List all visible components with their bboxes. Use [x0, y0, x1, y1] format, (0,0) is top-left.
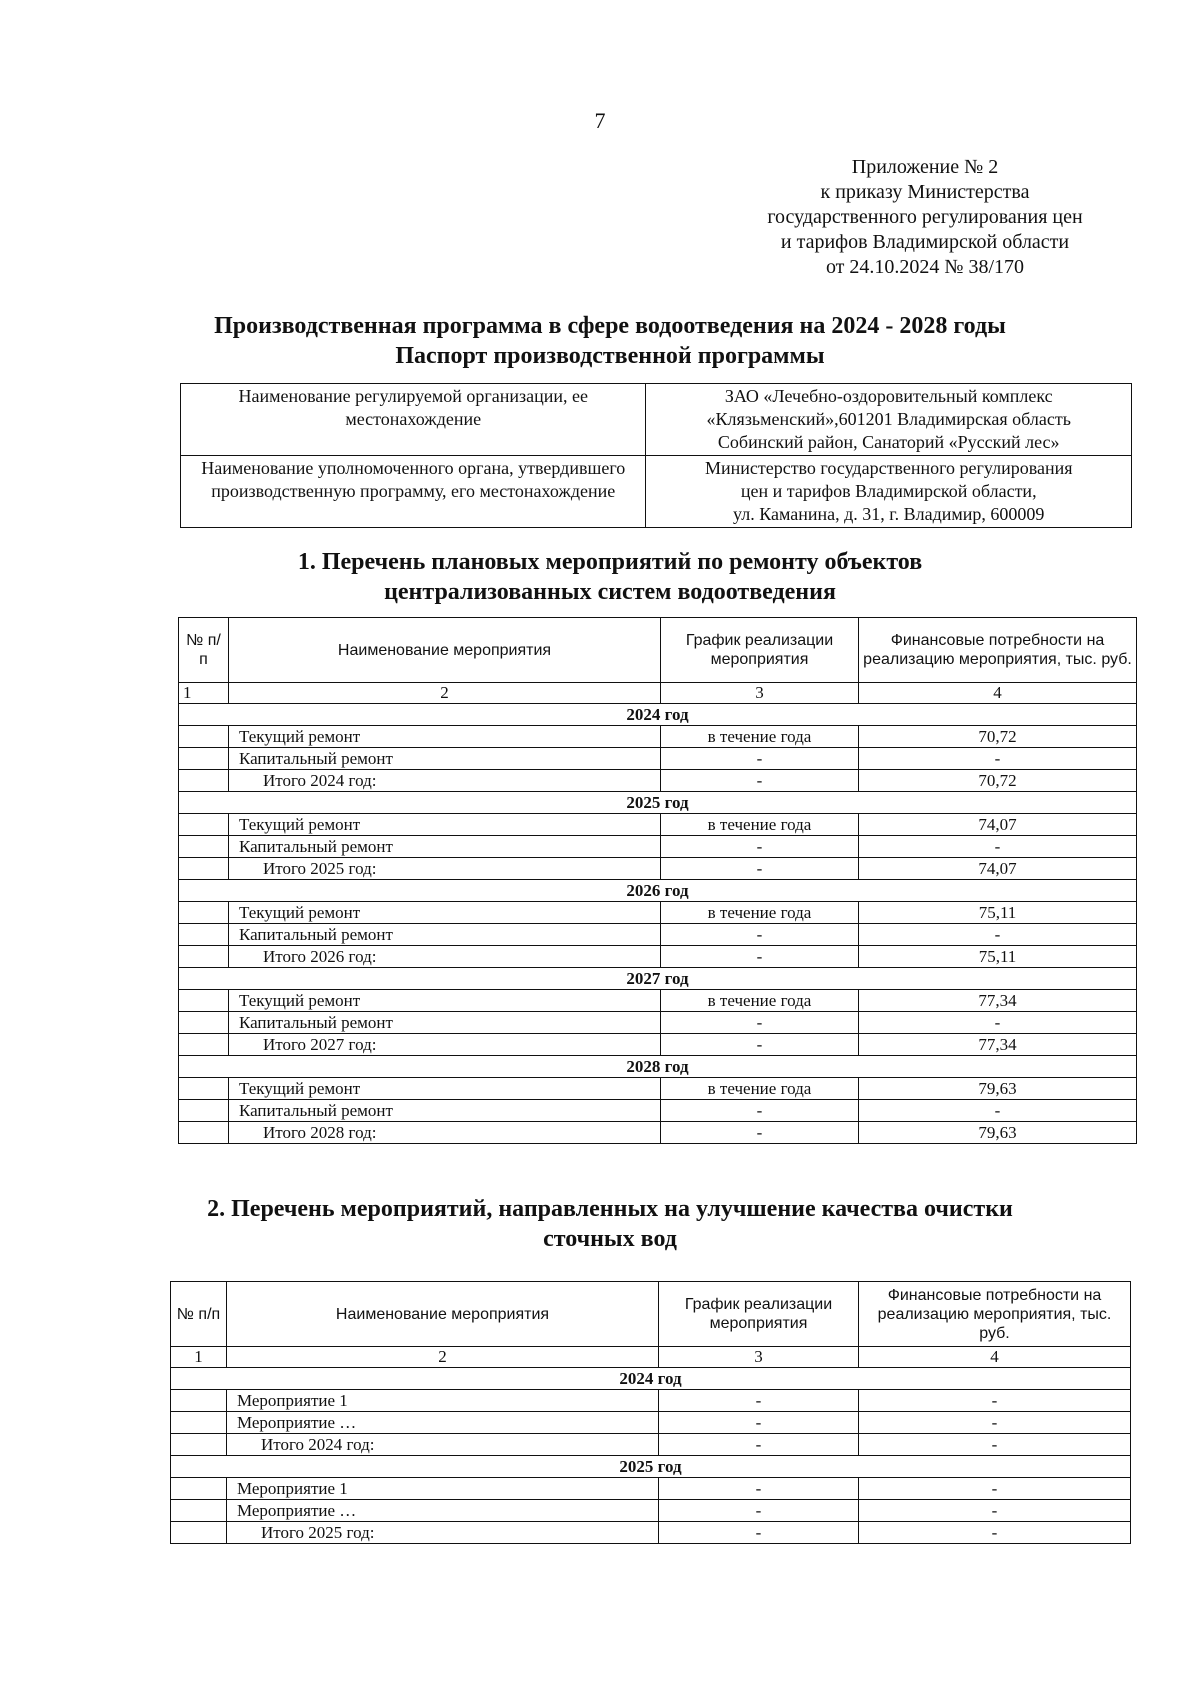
- activity-name: Итого 2024 год:: [227, 1434, 659, 1456]
- section2-title-line: 2. Перечень мероприятий, направленных на улучшение качества очистки: [207, 1196, 1013, 1222]
- activity-name: Итого 2028 год:: [229, 1122, 661, 1144]
- row-number-cell: [171, 1478, 227, 1500]
- row-number-cell: [179, 858, 229, 880]
- table-row: [179, 836, 1137, 858]
- schedule-cell: -: [659, 1434, 859, 1456]
- appendix-line: от 24.10.2024 № 38/170: [825, 256, 1025, 278]
- table-row: [179, 946, 1137, 968]
- year-row: [179, 968, 1137, 990]
- schedule-cell: в течение года: [661, 990, 859, 1012]
- activity-name: Текущий ремонт: [229, 814, 661, 836]
- amount-cell: 75,11: [859, 902, 1137, 924]
- section2-title: [150, 1194, 1070, 1254]
- page-number: 7: [594, 108, 606, 133]
- schedule-cell: -: [661, 1012, 859, 1034]
- appendix-line: государственного регулирования цен: [767, 206, 1083, 228]
- year-label: 2025 год: [171, 1456, 1131, 1478]
- row-number-cell: [179, 990, 229, 1012]
- table-row: [179, 858, 1137, 880]
- column-number: 3: [659, 1347, 859, 1368]
- amount-cell: 74,07: [859, 814, 1137, 836]
- section2-title-line: сточных вод: [543, 1226, 677, 1252]
- column-number-row: [171, 1347, 1131, 1368]
- amount-cell: -: [859, 1434, 1131, 1456]
- schedule-cell: -: [661, 1122, 859, 1144]
- section1-title-line: централизованных систем водоотведения: [384, 579, 836, 605]
- year-label: 2027 год: [179, 968, 1137, 990]
- schedule-cell: в течение года: [661, 814, 859, 836]
- row-number-cell: [179, 814, 229, 836]
- amount-cell: -: [859, 1522, 1131, 1544]
- column-number: 1: [179, 683, 229, 704]
- activity-name: Мероприятие …: [227, 1500, 659, 1522]
- schedule-cell: в течение года: [661, 902, 859, 924]
- document-title: Производственная программа в сфере водоотведения на 2024 - 2028 годы: [214, 313, 1006, 339]
- activity-name: Капитальный ремонт: [229, 1012, 661, 1034]
- amount-cell: -: [859, 1100, 1137, 1122]
- passport-value: [646, 456, 1132, 528]
- table-row: [179, 1034, 1137, 1056]
- year-row: [179, 1056, 1137, 1078]
- header-cell: № п/п: [171, 1282, 227, 1347]
- amount-cell: 75,11: [859, 946, 1137, 968]
- row-number-cell: [179, 770, 229, 792]
- year-row: [179, 880, 1137, 902]
- amount-cell: -: [859, 836, 1137, 858]
- activity-name: Итого 2024 год:: [229, 770, 661, 792]
- passport-title: Паспорт производственной программы: [395, 343, 825, 369]
- header-cell: № п/п: [179, 618, 229, 683]
- table-row: [171, 1522, 1131, 1544]
- appendix-line: Приложение № 2: [851, 156, 999, 178]
- schedule-cell: -: [659, 1478, 859, 1500]
- treatment-plan-body: [171, 1368, 1131, 1544]
- column-number: 2: [227, 1347, 659, 1368]
- row-number-cell: [179, 726, 229, 748]
- schedule-cell: -: [661, 1034, 859, 1056]
- schedule-cell: -: [661, 1100, 859, 1122]
- header-cell: График реализации мероприятия: [659, 1282, 859, 1347]
- amount-cell: 77,34: [859, 990, 1137, 1012]
- row-number-cell: [179, 748, 229, 770]
- passport-value-line: ЗАО «Лечебно-оздоровительный комплекс: [724, 386, 1053, 406]
- table-row: [171, 1390, 1131, 1412]
- row-number-cell: [179, 1078, 229, 1100]
- header-cell: График реализации мероприятия: [661, 618, 859, 683]
- row-number-cell: [179, 902, 229, 924]
- year-label: 2024 год: [179, 704, 1137, 726]
- section1-title-line: 1. Перечень плановых мероприятий по ремонту объектов: [297, 549, 923, 575]
- passport-row: [181, 384, 1132, 456]
- amount-cell: -: [859, 1478, 1131, 1500]
- table-row: [179, 814, 1137, 836]
- row-number-cell: [171, 1522, 227, 1544]
- row-number-cell: [179, 836, 229, 858]
- amount-cell: 70,72: [859, 726, 1137, 748]
- passport-row: [181, 456, 1132, 528]
- activity-name: Итого 2027 год:: [229, 1034, 661, 1056]
- row-number-cell: [171, 1412, 227, 1434]
- table-row: [179, 902, 1137, 924]
- amount-cell: 70,72: [859, 770, 1137, 792]
- amount-cell: 79,63: [859, 1122, 1137, 1144]
- amount-cell: -: [859, 1500, 1131, 1522]
- activity-name: Мероприятие 1: [227, 1390, 659, 1412]
- activity-name: Итого 2025 год:: [229, 858, 661, 880]
- year-row: [171, 1456, 1131, 1478]
- appendix-block: [730, 155, 1120, 280]
- table-row: [179, 1122, 1137, 1144]
- row-number-cell: [171, 1390, 227, 1412]
- schedule-cell: -: [661, 836, 859, 858]
- table-row: [171, 1434, 1131, 1456]
- schedule-cell: -: [659, 1500, 859, 1522]
- year-row: [171, 1368, 1131, 1390]
- year-label: 2026 год: [179, 880, 1137, 902]
- year-label: 2024 год: [171, 1368, 1131, 1390]
- table-row: [179, 726, 1137, 748]
- activity-name: Текущий ремонт: [229, 1078, 661, 1100]
- amount-cell: 74,07: [859, 858, 1137, 880]
- schedule-cell: -: [661, 946, 859, 968]
- row-number-cell: [179, 946, 229, 968]
- column-number: 2: [229, 683, 661, 704]
- year-label: 2025 год: [179, 792, 1137, 814]
- amount-cell: -: [859, 1390, 1131, 1412]
- table-row: [179, 924, 1137, 946]
- repair-plan-body: [179, 704, 1137, 1144]
- schedule-cell: -: [661, 770, 859, 792]
- passport-value: [646, 384, 1132, 456]
- column-number-row: [179, 683, 1137, 704]
- table-row: [179, 770, 1137, 792]
- schedule-cell: -: [661, 924, 859, 946]
- schedule-cell: -: [659, 1522, 859, 1544]
- repair-plan-table: [178, 617, 1137, 1144]
- year-row: [179, 792, 1137, 814]
- row-number-cell: [179, 924, 229, 946]
- column-number: 1: [171, 1347, 227, 1368]
- activity-name: Мероприятие 1: [227, 1478, 659, 1500]
- amount-cell: 79,63: [859, 1078, 1137, 1100]
- table-row: [179, 1012, 1137, 1034]
- table-row: [179, 1078, 1137, 1100]
- schedule-cell: -: [659, 1390, 859, 1412]
- activity-name: Капитальный ремонт: [229, 748, 661, 770]
- passport-value-line: цен и тарифов Владимирской области,: [740, 481, 1037, 501]
- table-row: [179, 990, 1137, 1012]
- header-cell: Наименование мероприятия: [227, 1282, 659, 1347]
- row-number-cell: [179, 1100, 229, 1122]
- activity-name: Капитальный ремонт: [229, 836, 661, 858]
- activity-name: Капитальный ремонт: [229, 924, 661, 946]
- year-row: [179, 704, 1137, 726]
- row-number-cell: [171, 1500, 227, 1522]
- row-number-cell: [179, 1012, 229, 1034]
- passport-value-line: «Клязьменский»,601201 Владимирская область: [706, 409, 1071, 429]
- row-number-cell: [179, 1122, 229, 1144]
- column-number: 4: [859, 683, 1137, 704]
- row-number-cell: [171, 1434, 227, 1456]
- passport-label: Наименование регулируемой организации, ее местонахождение: [181, 384, 646, 456]
- table-row: [171, 1412, 1131, 1434]
- schedule-cell: -: [661, 748, 859, 770]
- passport-value-line: Министерство государственного регулирования: [704, 458, 1073, 478]
- schedule-cell: в течение года: [661, 726, 859, 748]
- amount-cell: -: [859, 748, 1137, 770]
- passport-label: Наименование уполномоченного органа, утвердившего производственную программу, его местонахождение: [181, 456, 646, 528]
- activity-name: Мероприятие …: [227, 1412, 659, 1434]
- activity-name: Итого 2026 год:: [229, 946, 661, 968]
- activity-name: Итого 2025 год:: [227, 1522, 659, 1544]
- amount-cell: -: [859, 1412, 1131, 1434]
- header-cell: Финансовые потребности на реализацию мероприятия, тыс. руб.: [859, 1282, 1131, 1347]
- table-row: [179, 1100, 1137, 1122]
- schedule-cell: -: [661, 858, 859, 880]
- table-header-row: [179, 618, 1137, 683]
- activity-name: Текущий ремонт: [229, 990, 661, 1012]
- amount-cell: 77,34: [859, 1034, 1137, 1056]
- activity-name: Текущий ремонт: [229, 726, 661, 748]
- passport-value-line: Собинский район, Санаторий «Русский лес»: [717, 432, 1060, 452]
- column-number: 4: [859, 1347, 1131, 1368]
- header-cell: Финансовые потребности на реализацию мероприятия, тыс. руб.: [859, 618, 1137, 683]
- treatment-plan-table: [170, 1281, 1131, 1544]
- column-number: 3: [661, 683, 859, 704]
- table-header-row: [171, 1282, 1131, 1347]
- passport-value-line: ул. Каманина, д. 31, г. Владимир, 600009: [733, 504, 1045, 524]
- table-row: [179, 748, 1137, 770]
- year-label: 2028 год: [179, 1056, 1137, 1078]
- amount-cell: -: [859, 1012, 1137, 1034]
- schedule-cell: в течение года: [661, 1078, 859, 1100]
- schedule-cell: -: [659, 1412, 859, 1434]
- appendix-line: к приказу Министерства: [820, 181, 1030, 203]
- header-cell: Наименование мероприятия: [229, 618, 661, 683]
- table-row: [171, 1500, 1131, 1522]
- table-row: [171, 1478, 1131, 1500]
- section1-title: [150, 547, 1070, 607]
- appendix-line: и тарифов Владимирской области: [780, 231, 1070, 253]
- activity-name: Текущий ремонт: [229, 902, 661, 924]
- passport-table: [180, 383, 1132, 528]
- activity-name: Капитальный ремонт: [229, 1100, 661, 1122]
- row-number-cell: [179, 1034, 229, 1056]
- amount-cell: -: [859, 924, 1137, 946]
